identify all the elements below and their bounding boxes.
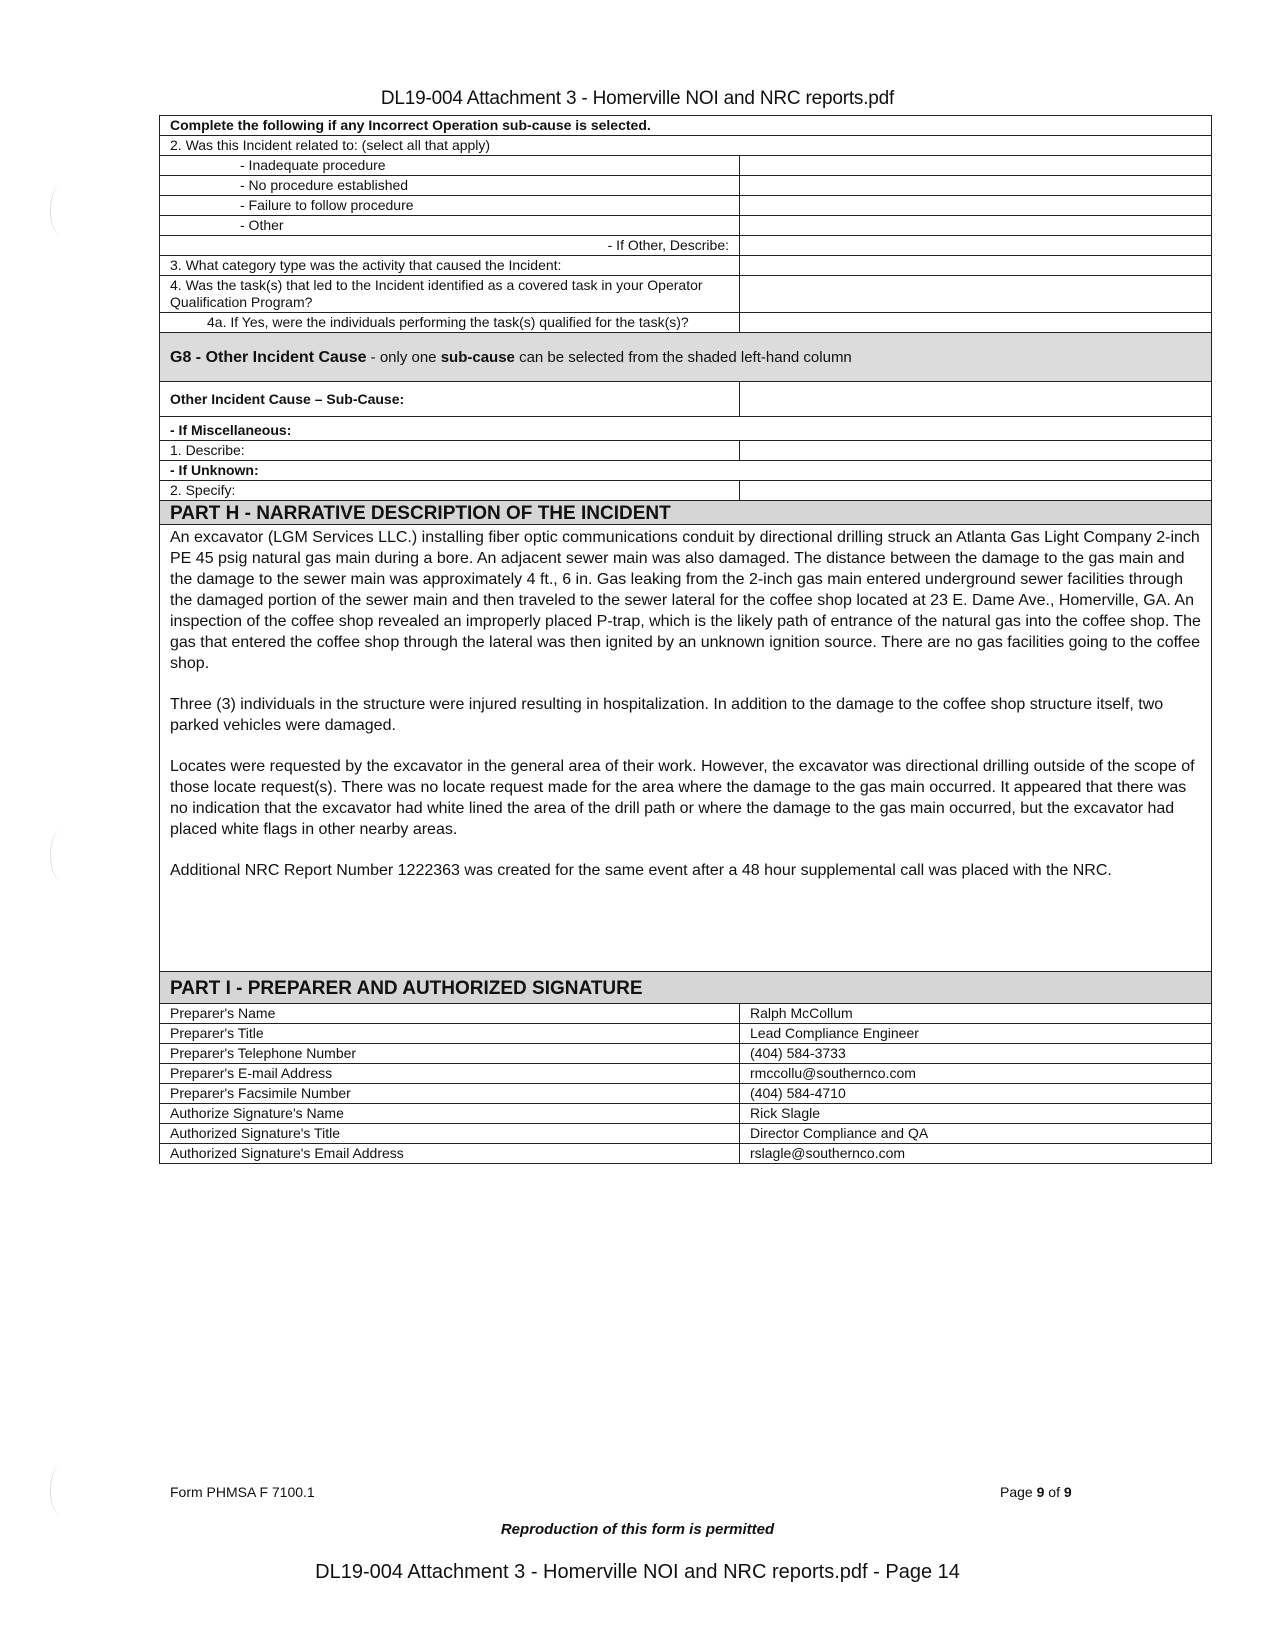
authorized-email-label: Authorized Signature's Email Address	[160, 1144, 740, 1163]
narrative-paragraph: Additional NRC Report Number 1222363 was created for the same event after a 48 hour supplemental call was placed with the NRC.	[170, 862, 1112, 879]
form-row	[160, 116, 1211, 136]
answer-field[interactable]	[740, 176, 1211, 195]
page-prefix: Page	[1000, 1484, 1037, 1500]
form-row	[160, 256, 1211, 276]
authorized-name-value: Rick Slagle	[750, 1105, 821, 1121]
narrative-paragraph: Locates were requested by the excavator in the general area of their work. However, the excavator was directional drilling outside of the scope of those locate request(s). There was no locate request made for the area where the damage to the gas main occurred. It appeared that there was no indication that the excavator had white lined the area of the drill path or where the damage to the gas main occurred, but the excavator had placed white flags in other nearby areas.	[170, 758, 1195, 838]
scan-artifact	[50, 830, 71, 880]
question-2: 2. Was this Incident related to: (select all that apply)	[170, 137, 491, 153]
preparer-email-label: Preparer's E-mail Address	[160, 1064, 740, 1083]
specify-label: 2. Specify:	[160, 481, 740, 500]
answer-field[interactable]	[740, 196, 1211, 215]
form-row	[160, 276, 1211, 313]
option-failure-to-follow: - Failure to follow procedure	[160, 196, 740, 215]
describe-label: 1. Describe:	[160, 441, 740, 460]
preparer-title-label: Preparer's Title	[160, 1024, 740, 1043]
preparer-row	[160, 1044, 1211, 1064]
narrative-paragraph: Three (3) individuals in the structure were injured resulting in hospitalization. In addition to the damage to the coffee shop structure itself, two parked vehicles were damaged.	[170, 696, 1164, 734]
describe-field[interactable]	[740, 441, 1211, 460]
if-miscellaneous-label: - If Miscellaneous:	[170, 422, 292, 438]
preparer-fax-value: (404) 584-4710	[750, 1085, 846, 1101]
preparer-row	[160, 1144, 1211, 1163]
form-row	[160, 481, 1211, 501]
answer-field[interactable]	[740, 313, 1211, 332]
preparer-row	[160, 1084, 1211, 1104]
incident-form	[159, 115, 1212, 1164]
g8-title: G8 - Other Incident Cause	[170, 349, 367, 366]
preparer-row	[160, 1064, 1211, 1084]
page-of: of	[1044, 1484, 1064, 1500]
preparer-row	[160, 1104, 1211, 1124]
form-row	[160, 382, 1211, 417]
scan-artifact	[50, 185, 71, 235]
page-number	[1000, 1484, 1072, 1500]
form-row	[160, 136, 1211, 156]
preparer-row	[160, 1124, 1211, 1144]
g8-subtitle: - only one	[366, 349, 441, 366]
form-id: Form PHMSA F 7100.1	[170, 1484, 315, 1500]
g8-subtitle-bold: sub-cause	[440, 349, 515, 366]
preparer-row	[160, 1024, 1211, 1044]
question-4: 4. Was the task(s) that led to the Incident identified as a covered task in your Operator Qualification Program?	[160, 276, 740, 312]
form-row	[160, 156, 1211, 176]
sub-cause-field[interactable]	[740, 382, 1211, 416]
if-other-describe-label: - If Other, Describe:	[160, 236, 740, 255]
scan-artifact	[50, 1465, 71, 1515]
form-row	[160, 525, 1211, 972]
preparer-name-value: Ralph McCollum	[750, 1005, 853, 1021]
option-no-procedure: - No procedure established	[160, 176, 740, 195]
authorized-title-value: Director Compliance and QA	[750, 1125, 929, 1141]
document-page-footer: DL19-004 Attachment 3 - Homerville NOI and NRC reports.pdf - Page 14	[315, 1561, 960, 1583]
narrative-paragraph: An excavator (LGM Services LLC.) installing fiber optic communications conduit by directional drilling struck an Atlanta Gas Light Company 2-inch PE 45 psig natural gas main during a bore. An adjacent sewer main was also damaged. The distance between the damage to the gas main and the damage to the sewer main was approximately 4 ft., 6 in. Gas leaking from the 2-inch gas main entered underground sewer facilities through the damaged portion of the sewer main and then traveled to the sewer lateral for the coffee shop located at 23 E. Dame Ave., Homerville, GA. An inspection of the coffee shop revealed an improperly placed P-trap, which is the likely path of entrance of the natural gas into the coffee shop. The gas that entered the coffee shop through the lateral was then ignited by an unknown ignition source. There are no gas facilities going to the coffee shop.	[170, 529, 1201, 672]
preparer-phone-value: (404) 584-3733	[750, 1045, 846, 1061]
form-row	[160, 313, 1211, 333]
question-4a: 4a. If Yes, were the individuals performing the task(s) qualified for the task(s)?	[160, 313, 740, 332]
option-other: - Other	[160, 216, 740, 235]
preparer-row	[160, 1004, 1211, 1024]
option-inadequate-procedure: - Inadequate procedure	[160, 156, 740, 175]
authorized-title-label: Authorized Signature's Title	[160, 1124, 740, 1143]
form-row	[160, 972, 1211, 1004]
question-3: 3. What category type was the activity that caused the Incident:	[160, 256, 740, 275]
form-row	[160, 176, 1211, 196]
answer-field[interactable]	[740, 236, 1211, 255]
preparer-name-label: Preparer's Name	[160, 1004, 740, 1023]
form-row	[160, 441, 1211, 461]
form-row	[160, 417, 1211, 441]
incorrect-operation-header: Complete the following if any Incorrect Operation sub-cause is selected.	[170, 117, 651, 133]
page-current: 9	[1036, 1484, 1045, 1500]
form-row	[160, 236, 1211, 256]
page-total: 9	[1063, 1484, 1072, 1500]
form-row	[160, 196, 1211, 216]
authorized-name-label: Authorize Signature's Name	[160, 1104, 740, 1123]
reproduction-notice: Reproduction of this form is permitted	[500, 1521, 775, 1538]
g8-subtitle-rest: can be selected from the shaded left-hand column	[514, 349, 852, 366]
specify-field[interactable]	[740, 481, 1211, 500]
form-row	[160, 216, 1211, 236]
preparer-title-value: Lead Compliance Engineer	[750, 1025, 919, 1041]
preparer-fax-label: Preparer's Facsimile Number	[160, 1084, 740, 1103]
document-title: DL19-004 Attachment 3 - Homerville NOI and NRC reports.pdf	[380, 88, 895, 109]
answer-field[interactable]	[740, 216, 1211, 235]
form-row	[160, 333, 1211, 382]
answer-field[interactable]	[740, 276, 1211, 312]
form-row	[160, 501, 1211, 525]
authorized-email-value: rslagle@southernco.com	[750, 1145, 906, 1161]
part-i-title: PART I - PREPARER AND AUTHORIZED SIGNATURE	[160, 972, 1211, 1003]
sub-cause-label: Other Incident Cause – Sub-Cause:	[160, 382, 740, 416]
preparer-phone-label: Preparer's Telephone Number	[160, 1044, 740, 1063]
narrative-description	[160, 525, 1211, 971]
answer-field[interactable]	[740, 256, 1211, 275]
answer-field[interactable]	[740, 156, 1211, 175]
preparer-email-value: rmccollu@southernco.com	[750, 1065, 916, 1081]
g8-section-header	[160, 333, 1211, 381]
part-h-title: PART H - NARRATIVE DESCRIPTION OF THE INCIDENT	[160, 501, 1211, 524]
if-unknown-label: - If Unknown:	[170, 462, 259, 478]
form-row	[160, 461, 1211, 481]
